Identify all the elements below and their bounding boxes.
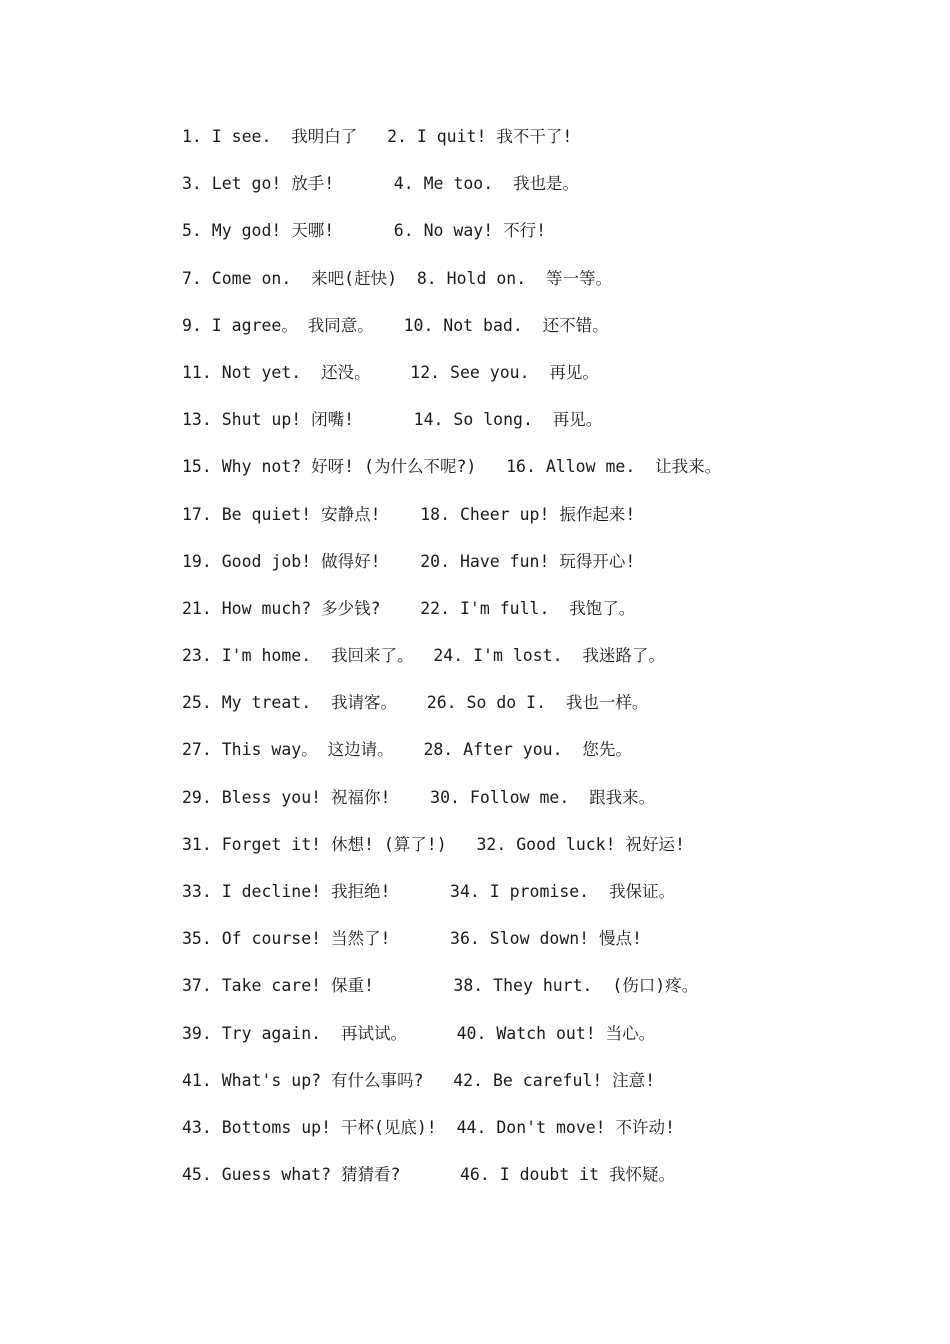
phrase-line: 39. Try again. 再试试。 40. Watch out! 当心。 bbox=[182, 1023, 656, 1043]
phrase-line: 9. I agree。 我同意。 10. Not bad. 还不错。 bbox=[182, 315, 609, 335]
phrase-line: 27. This way。 这边请。 28. After you. 您先。 bbox=[182, 740, 632, 760]
phrase-line: 19. Good job! 做得好! 20. Have fun! 玩得开心! bbox=[182, 551, 636, 571]
phrase-line: 3. Let go! 放手! 4. Me too. 我也是。 bbox=[182, 174, 580, 194]
phrase-line: 43. Bottoms up! 干杯(见底)! 44. Don't move! 不许动! bbox=[182, 1117, 675, 1137]
phrase-line: 33. I decline! 我拒绝! 34. I promise. 我保证。 bbox=[182, 882, 675, 901]
phrase-line: 15. Why not? 好呀! (为什么不呢?) 16. Allow me. 让我来。 bbox=[182, 457, 722, 477]
phrase-line: 7. Come on. 来吧(赶快) 8. Hold on. 等一等。 bbox=[182, 268, 613, 288]
phrase-line: 37. Take care! 保重! 38. They hurt. (伤口)疼。 bbox=[182, 976, 699, 996]
phrase-line: 5. My god! 天哪! 6. No way! 不行! bbox=[182, 221, 547, 241]
phrase-line: 17. Be quiet! 安静点! 18. Cheer up! 振作起来! bbox=[182, 504, 636, 524]
phrase-line: 11. Not yet. 还没。 12. See you. 再见。 bbox=[182, 362, 599, 382]
phrase-line: 41. What's up? 有什么事吗? 42. Be careful! 注意! bbox=[182, 1070, 656, 1090]
phrase-line: 29. Bless you! 祝福你! 30. Follow me. 跟我来。 bbox=[182, 787, 656, 807]
phrase-line: 45. Guess what? 猜猜看? 46. I doubt it 我怀疑。 bbox=[182, 1165, 675, 1185]
phrase-list bbox=[182, 120, 882, 1205]
phrase-line: 25. My treat. 我请客。 26. So do I. 我也一样。 bbox=[182, 693, 649, 713]
phrase-line: 31. Forget it! 休想! (算了!) 32. Good luck! 祝好运! bbox=[182, 834, 685, 854]
phrase-line: 13. Shut up! 闭嘴! 14. So long. 再见。 bbox=[182, 410, 603, 430]
phrase-line: 1. I see. 我明白了 2. I quit! 我不干了! bbox=[182, 127, 573, 146]
phrase-line: 21. How much? 多少钱? 22. I'm full. 我饱了。 bbox=[182, 598, 636, 618]
phrase-line: 23. I'm home. 我回来了。 24. I'm lost. 我迷路了。 bbox=[182, 646, 665, 666]
phrase-line: 35. Of course! 当然了! 36. Slow down! 慢点! bbox=[182, 929, 642, 949]
